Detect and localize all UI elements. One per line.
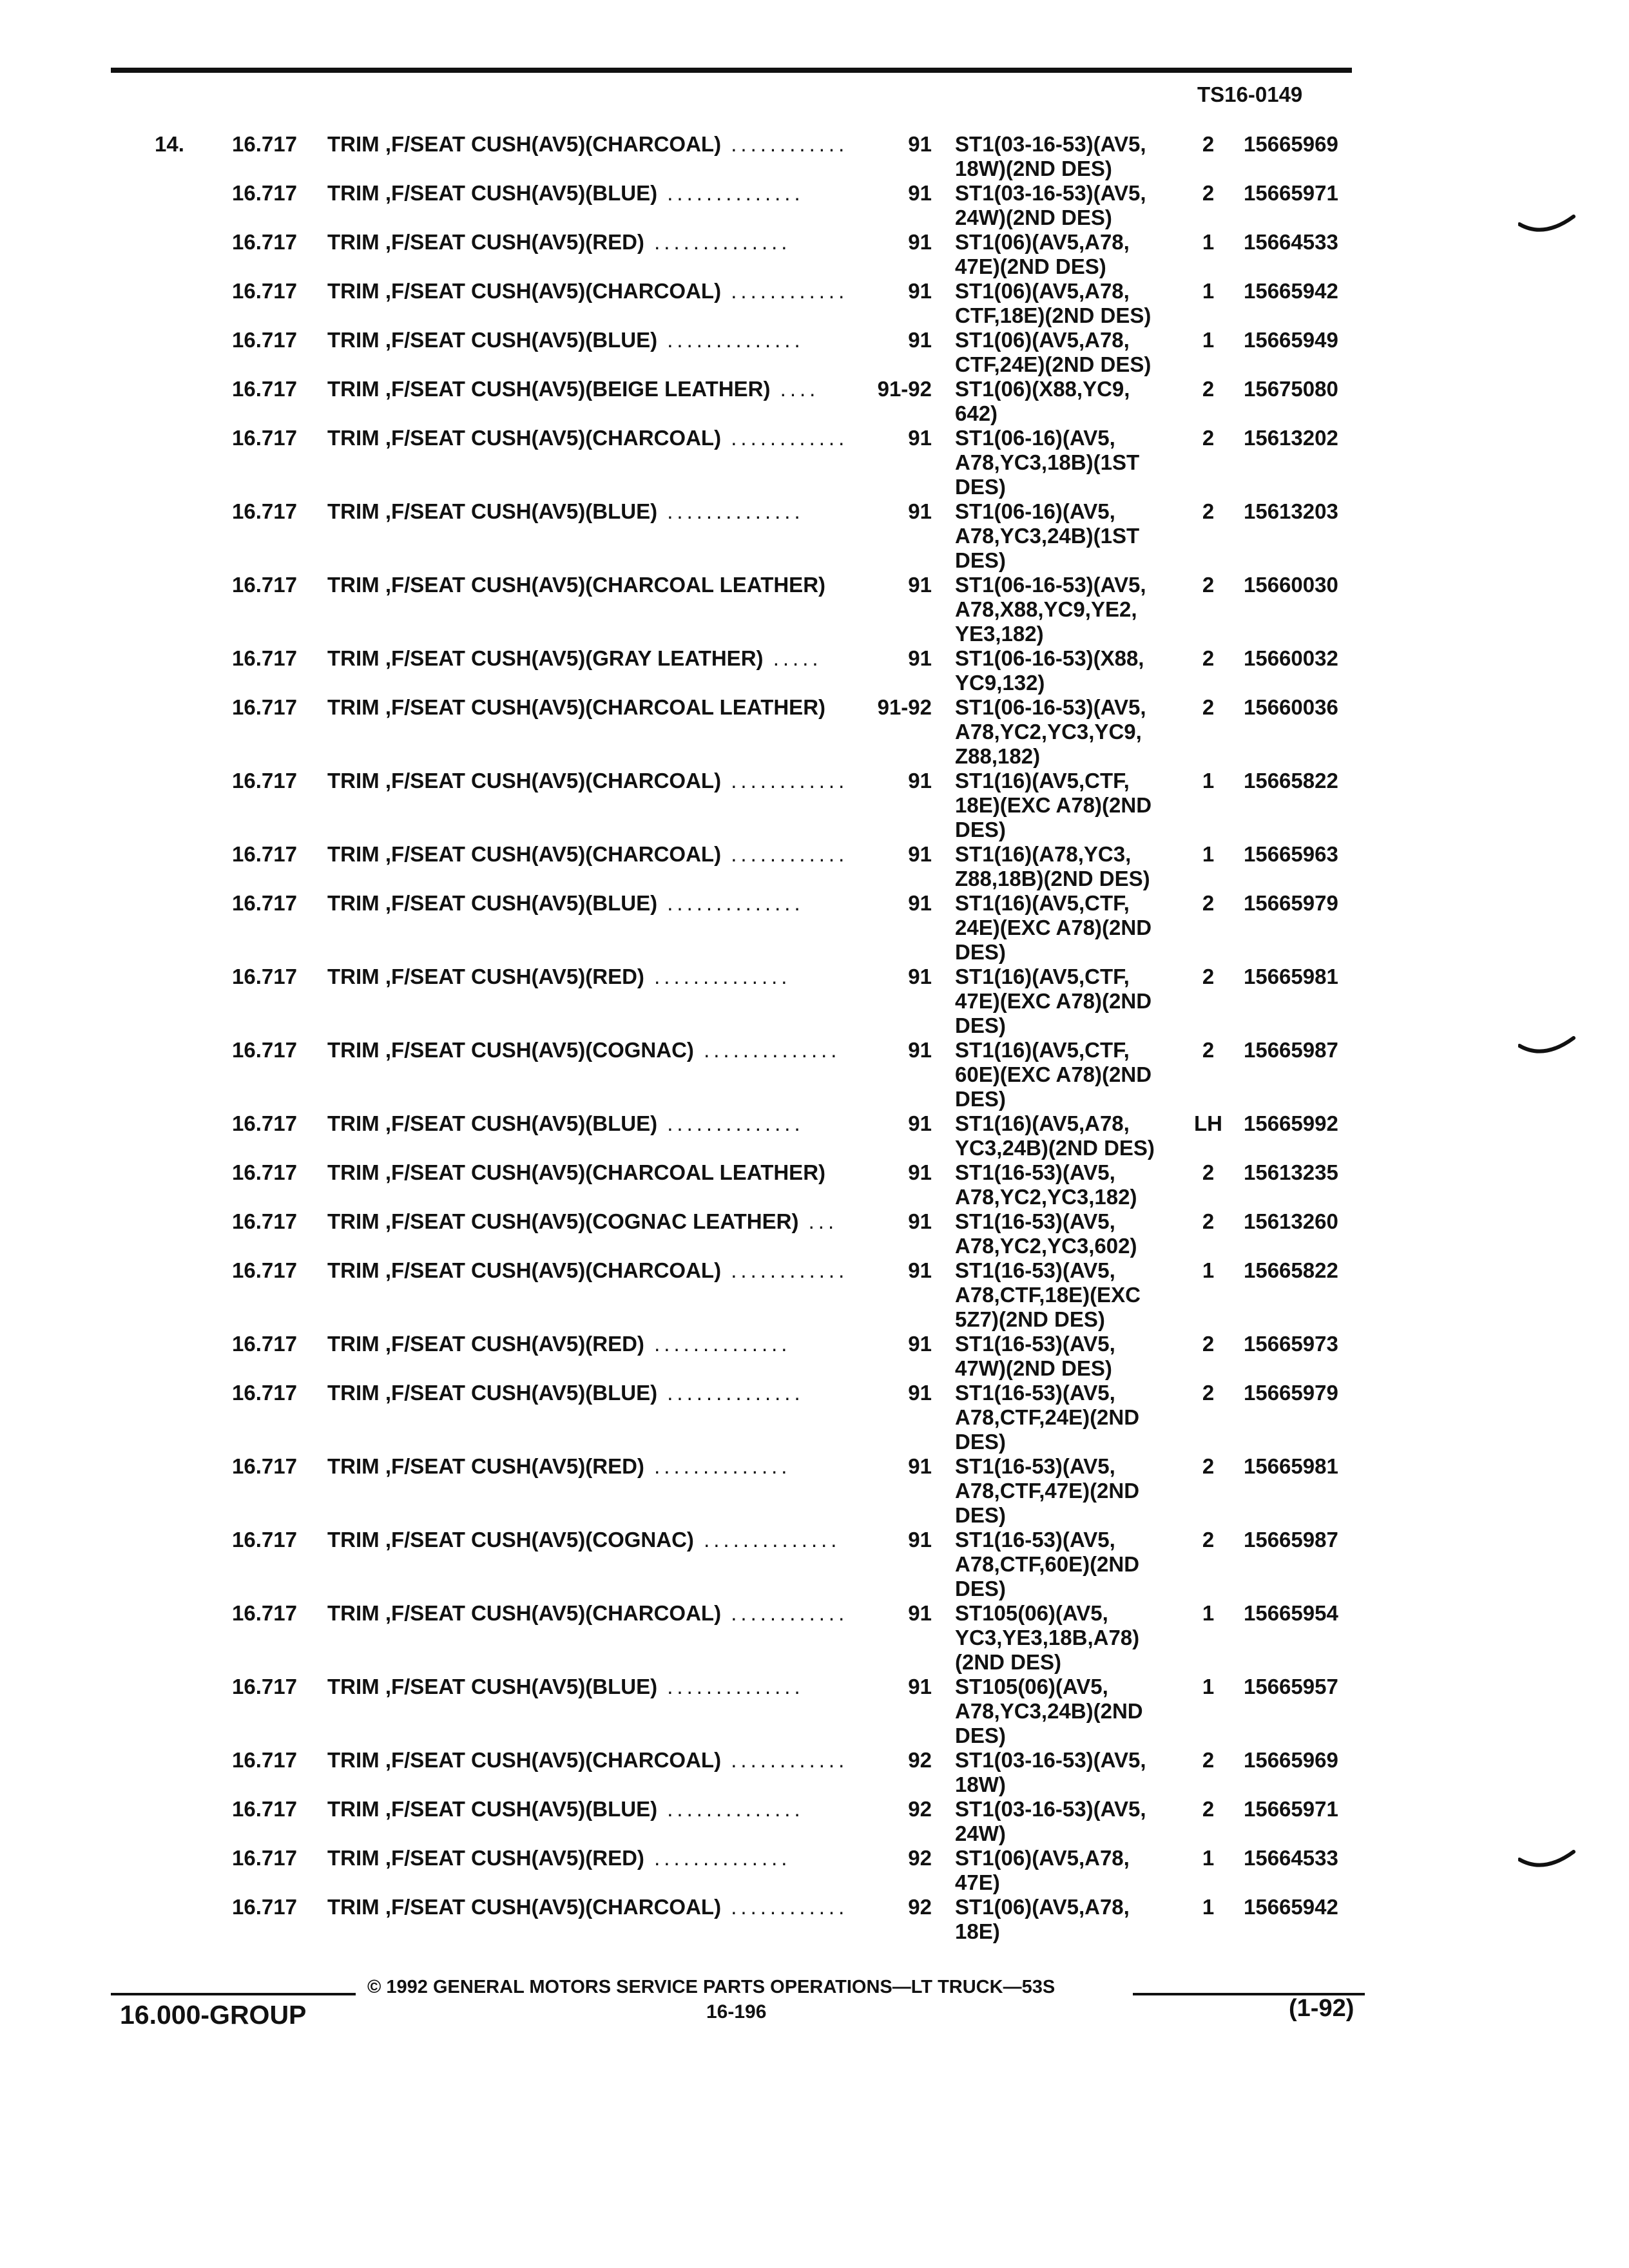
item-number: 14.	[155, 132, 184, 156]
group-number: 16.717	[232, 377, 297, 401]
application-codes: ST1(16-53)(AV5, A78,CTF,60E)(2ND DES)	[955, 1528, 1140, 1600]
group-number: 16.717	[232, 842, 297, 866]
part-description: TRIM ,F/SEAT CUSH(AV5)(COGNAC) ..............	[327, 1038, 841, 1062]
group-number: 16.717	[232, 1895, 297, 1919]
application-codes: ST1(06-16)(AV5, A78,YC3,18B)(1ST DES)	[955, 426, 1140, 499]
leader-dots: ..............	[693, 1528, 841, 1552]
group-number: 16.717	[232, 769, 297, 793]
model-year: 91	[908, 426, 932, 450]
part-description: TRIM ,F/SEAT CUSH(AV5)(BLUE) ..............	[327, 1381, 804, 1405]
part-number: 15665969	[1244, 1748, 1338, 1772]
part-number: 15665949	[1244, 328, 1338, 352]
quantity: LH	[1194, 1111, 1222, 1135]
part-number: 15665822	[1244, 769, 1338, 793]
part-description: TRIM ,F/SEAT CUSH(AV5)(BLUE) ..............	[327, 1797, 804, 1821]
model-year: 91-92	[877, 377, 932, 401]
quantity: 1	[1202, 1846, 1215, 1870]
quantity: 1	[1202, 279, 1215, 303]
model-year: 91	[908, 842, 932, 866]
application-codes: ST1(03-16-53)(AV5, 18W)(2ND DES)	[955, 132, 1146, 180]
application-codes: ST1(06-16-53)(AV5, A78,X88,YC9,YE2, YE3,182)	[955, 573, 1146, 646]
quantity: 1	[1202, 842, 1215, 866]
part-number: 15660036	[1244, 695, 1338, 719]
quantity: 2	[1202, 646, 1215, 670]
quantity: 2	[1202, 1454, 1215, 1478]
group-number: 16.717	[232, 1160, 297, 1184]
leader-dots: ............	[721, 1601, 849, 1625]
model-year: 91	[908, 181, 932, 205]
leader-dots: ..............	[657, 328, 804, 352]
quantity: 1	[1202, 1895, 1215, 1919]
group-number: 16.717	[232, 965, 297, 988]
footer-rule-left	[111, 1993, 356, 1995]
application-codes: ST1(06)(X88,YC9, 642)	[955, 377, 1130, 425]
part-number: 15660030	[1244, 573, 1338, 597]
application-codes: ST1(16)(AV5,CTF, 60E)(EXC A78)(2ND DES)	[955, 1038, 1152, 1111]
part-description: TRIM ,F/SEAT CUSH(AV5)(CHARCOAL) ............	[327, 1748, 849, 1772]
part-number: 15664533	[1244, 230, 1338, 254]
leader-dots: ....	[770, 377, 820, 401]
part-description: TRIM ,F/SEAT CUSH(AV5)(CHARCOAL) ............	[327, 1895, 849, 1919]
application-codes: ST1(16)(A78,YC3, Z88,18B)(2ND DES)	[955, 842, 1150, 890]
quantity: 1	[1202, 1601, 1215, 1625]
application-codes: ST1(06)(AV5,A78, 47E)(2ND DES)	[955, 230, 1130, 278]
group-number: 16.717	[232, 695, 297, 719]
part-description: TRIM ,F/SEAT CUSH(AV5)(BLUE) ..............	[327, 499, 804, 523]
leader-dots: ..............	[657, 1381, 804, 1405]
group-number: 16.717	[232, 1846, 297, 1870]
application-codes: ST1(03-16-53)(AV5, 24W)(2ND DES)	[955, 181, 1146, 229]
part-description: TRIM ,F/SEAT CUSH(AV5)(CHARCOAL) ............	[327, 279, 849, 303]
group-number: 16.717	[232, 573, 297, 597]
part-description: TRIM ,F/SEAT CUSH(AV5)(CHARCOAL) ............	[327, 842, 849, 866]
part-number: 15665963	[1244, 842, 1338, 866]
leader-dots: ..............	[644, 965, 791, 988]
part-number: 15665957	[1244, 1675, 1338, 1698]
group-number: 16.717	[232, 1797, 297, 1821]
group-number: 16.717	[232, 230, 297, 254]
part-description: TRIM ,F/SEAT CUSH(AV5)(RED) ..............	[327, 1332, 791, 1356]
page-code: TS16-0149	[1197, 82, 1303, 106]
quantity: 1	[1202, 1258, 1215, 1282]
part-number: 15665979	[1244, 891, 1338, 915]
quantity: 2	[1202, 695, 1215, 719]
quantity: 1	[1202, 230, 1215, 254]
model-year: 91	[908, 1038, 932, 1062]
model-year: 91	[908, 230, 932, 254]
part-number: 15613235	[1244, 1160, 1338, 1184]
model-year: 91	[908, 1675, 932, 1698]
part-description: TRIM ,F/SEAT CUSH(AV5)(BLUE) ..............	[327, 891, 804, 915]
model-year: 91-92	[877, 695, 932, 719]
leader-dots: ..............	[644, 1846, 791, 1870]
quantity: 1	[1202, 1675, 1215, 1698]
quantity: 2	[1202, 1332, 1215, 1356]
footer-date-code: (1-92)	[1289, 1995, 1354, 2022]
group-number: 16.717	[232, 1748, 297, 1772]
leader-dots: .....	[763, 646, 822, 670]
part-description: TRIM ,F/SEAT CUSH(AV5)(RED) ..............	[327, 965, 791, 988]
group-number: 16.717	[232, 1332, 297, 1356]
model-year: 91	[908, 328, 932, 352]
check-mark-icon	[1518, 213, 1576, 238]
quantity: 2	[1202, 426, 1215, 450]
application-codes: ST1(03-16-53)(AV5, 24W)	[955, 1797, 1146, 1845]
part-description: TRIM ,F/SEAT CUSH(AV5)(CHARCOAL) ............	[327, 1258, 849, 1282]
group-number: 16.717	[232, 1038, 297, 1062]
application-codes: ST1(16)(AV5,CTF, 18E)(EXC A78)(2ND DES)	[955, 769, 1152, 841]
part-description: TRIM ,F/SEAT CUSH(AV5)(BLUE) ..............	[327, 328, 804, 352]
check-mark-icon	[1518, 1848, 1576, 1874]
quantity: 2	[1202, 1797, 1215, 1821]
application-codes: ST105(06)(AV5, YC3,YE3,18B,A78) (2ND DES)	[955, 1601, 1140, 1674]
group-number: 16.717	[232, 279, 297, 303]
group-number: 16.717	[232, 1454, 297, 1478]
part-description: TRIM ,F/SEAT CUSH(AV5)(CHARCOAL) ............	[327, 426, 849, 450]
leader-dots: ............	[721, 279, 849, 303]
part-number: 15613203	[1244, 499, 1338, 523]
leader-dots: ............	[721, 132, 849, 156]
quantity: 2	[1202, 573, 1215, 597]
group-number: 16.717	[232, 1675, 297, 1698]
footer-group-label: 16.000-GROUP	[120, 2000, 307, 2030]
part-number: 15675080	[1244, 377, 1338, 401]
quantity: 2	[1202, 181, 1215, 205]
quantity: 2	[1202, 1381, 1215, 1405]
part-description: TRIM ,F/SEAT CUSH(AV5)(COGNAC LEATHER) ...	[327, 1209, 838, 1233]
part-number: 15665969	[1244, 132, 1338, 156]
part-number: 15665942	[1244, 279, 1338, 303]
leader-dots: ..............	[657, 1797, 804, 1821]
group-number: 16.717	[232, 646, 297, 670]
model-year: 91	[908, 769, 932, 793]
footer-page-number: 16-196	[706, 2001, 767, 2023]
application-codes: ST1(06)(AV5,A78, 47E)	[955, 1846, 1130, 1894]
model-year: 91	[908, 1258, 932, 1282]
model-year: 91	[908, 499, 932, 523]
part-number: 15660032	[1244, 646, 1338, 670]
group-number: 16.717	[232, 181, 297, 205]
leader-dots: ..............	[644, 1332, 791, 1356]
leader-dots: ..............	[693, 1038, 841, 1062]
group-number: 16.717	[232, 426, 297, 450]
part-number: 15665942	[1244, 1895, 1338, 1919]
part-number: 15664533	[1244, 1846, 1338, 1870]
part-description: TRIM ,F/SEAT CUSH(AV5)(CHARCOAL) ............	[327, 132, 849, 156]
part-description: TRIM ,F/SEAT CUSH(AV5)(CHARCOAL LEATHER)	[327, 695, 826, 719]
quantity: 2	[1202, 965, 1215, 988]
part-description: TRIM ,F/SEAT CUSH(AV5)(CHARCOAL LEATHER)	[327, 1160, 826, 1184]
quantity: 2	[1202, 891, 1215, 915]
application-codes: ST1(06-16-53)(X88, YC9,132)	[955, 646, 1144, 695]
part-description: TRIM ,F/SEAT CUSH(AV5)(RED) ..............	[327, 1846, 791, 1870]
model-year: 91	[908, 1528, 932, 1552]
group-number: 16.717	[232, 1381, 297, 1405]
model-year: 92	[908, 1797, 932, 1821]
application-codes: ST1(16-53)(AV5, A78,CTF,24E)(2ND DES)	[955, 1381, 1140, 1454]
model-year: 91	[908, 279, 932, 303]
leader-dots: ..............	[657, 499, 804, 523]
part-description: TRIM ,F/SEAT CUSH(AV5)(COGNAC) ..............	[327, 1528, 841, 1552]
part-description: TRIM ,F/SEAT CUSH(AV5)(RED) ..............	[327, 1454, 791, 1478]
part-number: 15665822	[1244, 1258, 1338, 1282]
part-number: 15665971	[1244, 181, 1338, 205]
application-codes: ST1(06)(AV5,A78, CTF,24E)(2ND DES)	[955, 328, 1152, 376]
application-codes: ST1(06)(AV5,A78, CTF,18E)(2ND DES)	[955, 279, 1152, 327]
model-year: 91	[908, 1601, 932, 1625]
quantity: 2	[1202, 1209, 1215, 1233]
part-description: TRIM ,F/SEAT CUSH(AV5)(CHARCOAL LEATHER)	[327, 573, 826, 597]
application-codes: ST1(16-53)(AV5, 47W)(2ND DES)	[955, 1332, 1115, 1380]
part-description: TRIM ,F/SEAT CUSH(AV5)(BLUE) ..............	[327, 1111, 804, 1135]
part-description: TRIM ,F/SEAT CUSH(AV5)(BLUE) ..............	[327, 1675, 804, 1698]
part-number: 15665981	[1244, 1454, 1338, 1478]
leader-dots: ..............	[644, 230, 791, 254]
leader-dots: ..............	[657, 1111, 804, 1135]
model-year: 91	[908, 132, 932, 156]
leader-dots: ............	[721, 426, 849, 450]
quantity: 2	[1202, 1038, 1215, 1062]
group-number: 16.717	[232, 1111, 297, 1135]
model-year: 91	[908, 646, 932, 670]
part-number: 15665973	[1244, 1332, 1338, 1356]
application-codes: ST1(16-53)(AV5, A78,YC2,YC3,602)	[955, 1209, 1137, 1258]
group-number: 16.717	[232, 1209, 297, 1233]
top-rule	[111, 68, 1352, 73]
model-year: 91	[908, 965, 932, 988]
model-year: 91	[908, 1381, 932, 1405]
model-year: 91	[908, 1160, 932, 1184]
quantity: 2	[1202, 1748, 1215, 1772]
model-year: 91	[908, 1454, 932, 1478]
leader-dots: ............	[721, 842, 849, 866]
application-codes: ST1(06)(AV5,A78, 18E)	[955, 1895, 1130, 1943]
application-codes: ST1(16-53)(AV5, A78,YC2,YC3,182)	[955, 1160, 1137, 1209]
check-mark-icon	[1518, 1034, 1576, 1060]
part-description: TRIM ,F/SEAT CUSH(AV5)(CHARCOAL) ............	[327, 769, 849, 793]
model-year: 92	[908, 1748, 932, 1772]
model-year: 91	[908, 573, 932, 597]
part-number: 15613202	[1244, 426, 1338, 450]
part-description: TRIM ,F/SEAT CUSH(AV5)(BEIGE LEATHER) ....	[327, 377, 820, 401]
group-number: 16.717	[232, 1528, 297, 1552]
quantity: 1	[1202, 328, 1215, 352]
part-number: 15665981	[1244, 965, 1338, 988]
part-number: 15665971	[1244, 1797, 1338, 1821]
group-number: 16.717	[232, 132, 297, 156]
part-number: 15665979	[1244, 1381, 1338, 1405]
model-year: 91	[908, 1209, 932, 1233]
part-number: 15665987	[1244, 1038, 1338, 1062]
application-codes: ST1(16)(AV5,CTF, 24E)(EXC A78)(2ND DES)	[955, 891, 1152, 964]
group-number: 16.717	[232, 1258, 297, 1282]
part-number: 15665954	[1244, 1601, 1338, 1625]
quantity: 2	[1202, 132, 1215, 156]
application-codes: ST1(06-16-53)(AV5, A78,YC2,YC3,YC9, Z88,182)	[955, 695, 1146, 768]
part-number: 15613260	[1244, 1209, 1338, 1233]
leader-dots: ..............	[644, 1454, 791, 1478]
part-description: TRIM ,F/SEAT CUSH(AV5)(GRAY LEATHER) .....	[327, 646, 822, 670]
application-codes: ST1(16-53)(AV5, A78,CTF,18E)(EXC 5Z7)(2ND DES)	[955, 1258, 1141, 1331]
part-description: TRIM ,F/SEAT CUSH(AV5)(CHARCOAL) ............	[327, 1601, 849, 1625]
leader-dots: ..............	[657, 1675, 804, 1698]
quantity: 2	[1202, 1160, 1215, 1184]
part-description: TRIM ,F/SEAT CUSH(AV5)(RED) ..............	[327, 230, 791, 254]
leader-dots: ............	[721, 1258, 849, 1282]
application-codes: ST105(06)(AV5, A78,YC3,24B)(2ND DES)	[955, 1675, 1143, 1747]
group-number: 16.717	[232, 499, 297, 523]
model-year: 92	[908, 1895, 932, 1919]
leader-dots: ..............	[657, 181, 804, 205]
part-number: 15665992	[1244, 1111, 1338, 1135]
leader-dots: ............	[721, 1895, 849, 1919]
application-codes: ST1(03-16-53)(AV5, 18W)	[955, 1748, 1146, 1796]
application-codes: ST1(16-53)(AV5, A78,CTF,47E)(2ND DES)	[955, 1454, 1140, 1527]
quantity: 2	[1202, 1528, 1215, 1552]
part-number: 15665987	[1244, 1528, 1338, 1552]
quantity: 1	[1202, 769, 1215, 793]
quantity: 2	[1202, 499, 1215, 523]
leader-dots: ..............	[657, 891, 804, 915]
leader-dots: ............	[721, 769, 849, 793]
quantity: 2	[1202, 377, 1215, 401]
leader-dots: ............	[721, 1748, 849, 1772]
model-year: 91	[908, 1332, 932, 1356]
model-year: 91	[908, 1111, 932, 1135]
application-codes: ST1(16)(AV5,A78, YC3,24B)(2ND DES)	[955, 1111, 1155, 1160]
part-description: TRIM ,F/SEAT CUSH(AV5)(BLUE) ..............	[327, 181, 804, 205]
leader-dots: ...	[798, 1209, 838, 1233]
application-codes: ST1(06-16)(AV5, A78,YC3,24B)(1ST DES)	[955, 499, 1140, 572]
footer-copyright: © 1992 GENERAL MOTORS SERVICE PARTS OPERATIONS—LT TRUCK—53S	[367, 1977, 1055, 1997]
model-year: 92	[908, 1846, 932, 1870]
model-year: 91	[908, 891, 932, 915]
application-codes: ST1(16)(AV5,CTF, 47E)(EXC A78)(2ND DES)	[955, 965, 1152, 1037]
group-number: 16.717	[232, 1601, 297, 1625]
group-number: 16.717	[232, 891, 297, 915]
group-number: 16.717	[232, 328, 297, 352]
